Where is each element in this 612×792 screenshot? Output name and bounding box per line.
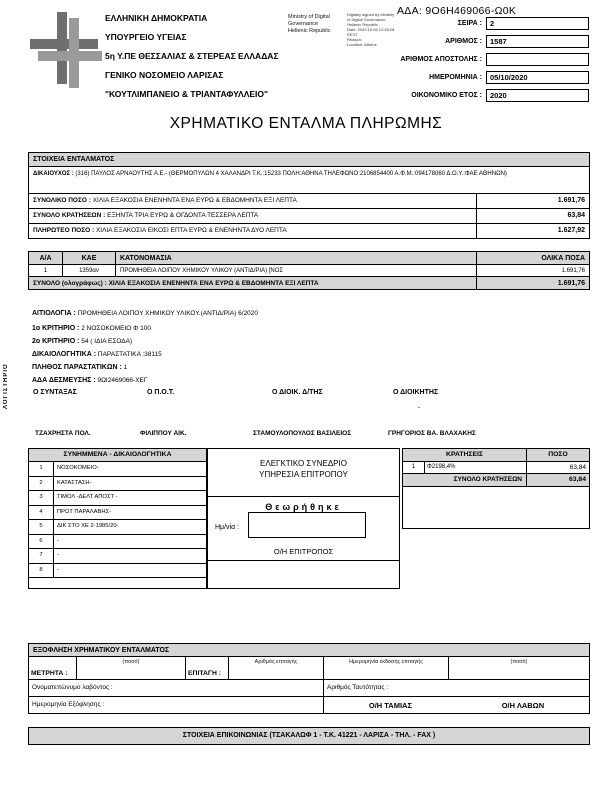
cross-bar bbox=[30, 39, 98, 49]
payment-date-label: Ημερομηνία Εξόφλησης : bbox=[29, 697, 324, 713]
attachment-num: 4 bbox=[29, 506, 54, 520]
amount-value: 1.627,92 bbox=[557, 227, 585, 234]
signature-stamp-line: of Digital Governance, bbox=[347, 17, 387, 22]
approved-label: Θεωρήθηκε bbox=[265, 502, 342, 512]
accounting-dept-vertical-label: ΛΟΓΙΣΤΗΡΙΟ bbox=[3, 363, 9, 409]
amount-in-words: ΣΥΝΟΛΟ ΚΡΑΤΗΣΕΩΝ : ΕΞΗΝΤΑ ΤΡΙΑ ΕΥΡΩ & ΟΓΔΟΝΤΑ ΤΕΣΣΕΡΑ ΛΕΠΤΑ bbox=[29, 209, 477, 223]
deductions-total-row bbox=[403, 474, 589, 487]
attachment-num: 6 bbox=[29, 535, 54, 549]
header-field-seira bbox=[300, 17, 589, 30]
field-value-box bbox=[486, 53, 589, 66]
deductions-total-label: ΣΥΝΟΛΟ ΚΡΑΤΗΣΕΩΝ bbox=[403, 474, 527, 486]
field-value-box bbox=[486, 89, 589, 102]
attachment-text: - bbox=[57, 552, 59, 558]
attachment-text: ΔΙΚ ΣΤΟ ΧΕ 2-1985/20- bbox=[57, 523, 119, 529]
amount-value: 1.691,76 bbox=[557, 197, 585, 204]
field-label: ΑΡΙΘΜΟΣ : bbox=[445, 38, 482, 45]
payment-method-row bbox=[28, 656, 590, 680]
attachment-num: 5 bbox=[29, 520, 54, 534]
deduction-num: 1 bbox=[403, 462, 425, 473]
attachment-text: - bbox=[57, 566, 59, 573]
audit-approval-area bbox=[208, 497, 399, 561]
payment-settlement-section bbox=[28, 643, 590, 714]
payable-amount-row bbox=[28, 223, 590, 239]
attachment-num: 2 bbox=[29, 477, 54, 491]
ministry-stamp-line: Hellenic Republic bbox=[288, 28, 331, 34]
health-cross-logo bbox=[30, 12, 104, 90]
detail-ada-desmefsis: ΑΔΑ ΔΕΣΜΕΥΣΗΣ : 9ΩΙ2469066-ΧΕΓ bbox=[32, 377, 148, 384]
document-title: ΧΡΗΜΑΤΙΚΟ ΕΝΤΑΛΜΑ ΠΛΗΡΩΜΗΣ bbox=[169, 115, 443, 132]
col-header-aa: Α/Α bbox=[29, 252, 63, 264]
kae-total-amount: 1.691,76 bbox=[557, 280, 585, 287]
attachment-row bbox=[29, 564, 206, 579]
amount-in-words: ΠΛΗΡΩΤΕΟ ΠΟΣΟ : ΧΙΛΙΑ ΕΞΑΚΟΣΙΑ ΕΙΚΟΣΙ ΕΠΤΑ ΕΥΡΩ & ΕΝΕΝΗΝΤΑ ΔΥΟ ΛΕΠΤΑ bbox=[29, 224, 477, 238]
amount-value: 63,84 bbox=[567, 212, 585, 219]
signature-stamp-line: Digitally signed by Ministry bbox=[347, 12, 395, 17]
beneficiary-label: ΔΙΚΑΙΟΥΧΟΣ : bbox=[33, 171, 74, 177]
deduction-amount: 63,84 bbox=[569, 464, 586, 471]
attachment-row bbox=[29, 506, 206, 521]
field-value: 2020 bbox=[490, 91, 507, 100]
attachment-text: ΚΑΤΑΣΤΑΣΗ- bbox=[57, 479, 92, 486]
id-number-label: Αριθμός Ταυτότητας : bbox=[327, 684, 389, 691]
deduction-text: Φ2198,4% bbox=[425, 462, 527, 473]
attachment-row bbox=[29, 477, 206, 492]
audit-court-box bbox=[207, 448, 400, 589]
attachment-num: 8 bbox=[29, 564, 54, 578]
payment-section-header: ΕΞΟΦΛΗΣΗ ΧΡΗΜΑΤΙΚΟΥ ΕΝΤΑΛΜΑΤΟΣ bbox=[28, 643, 590, 657]
cashier-label: Ο/Η ΤΑΜΙΑΣ bbox=[368, 700, 412, 710]
issuer-block bbox=[105, 12, 279, 107]
row-desc: ΠΡΟΜΗΘΕΙΑ ΛΟΙΠΟΥ ΧΗΜΙΚΟΥ ΥΛΙΚΟΥ (ΑΝΤΙΔ/ΡΙΑ) [ΝΟΣ bbox=[116, 265, 477, 276]
attachment-row bbox=[29, 491, 206, 506]
header-field-arithmos-apostolis bbox=[300, 53, 589, 66]
cheque-number-cell: Αριθμός επιταγής bbox=[229, 657, 324, 679]
attachment-text: ΠΡΩΤ ΠΑΡΑΛΑΒΗΣ- bbox=[57, 508, 112, 515]
signatory-title: Ο Π.Ο.Τ. bbox=[147, 389, 175, 396]
detail-aitiologia: ΑΙΤΙΟΛΟΓΙΑ : ΠΡΟΜΗΘΕΙΑ ΛΟΙΠΟΥ ΧΗΜΙΚΟΥ ΥΛΙΚΟΥ.(ΑΝΤΙΔ/ΡΙΑ) 6/2020 bbox=[32, 310, 259, 317]
row-amount: 1.691,76 bbox=[561, 268, 585, 274]
ada-code bbox=[397, 5, 516, 17]
total-amount-row bbox=[28, 193, 590, 209]
deduction-row bbox=[403, 462, 589, 474]
field-label: ΟΙΚΟΝΟΜΙΚΟ ΕΤΟΣ : bbox=[411, 92, 482, 99]
cash-amount-cell: (ποσό) bbox=[77, 657, 186, 679]
issuer-line: "ΚΟΥΤΛΙΜΠΑΝΕΙΟ & ΤΡΙΑΝΤΑΦΥΛΛΕΙΟ" bbox=[105, 89, 269, 99]
kae-table bbox=[28, 252, 590, 290]
date-entry-box bbox=[248, 512, 366, 538]
issuer-line: 5η Υ.ΠΕ ΘΕΣΣΑΛΙΑΣ & ΣΤΕΡΕΑΣ ΕΛΛΑΔΑΣ bbox=[105, 51, 279, 61]
recipient-row bbox=[28, 679, 590, 697]
attachments-header: ΣΥΝΗΜΜΕΝΑ - ΔΙΚΑΙΟΛΟΓΗΤΙΚΑ bbox=[29, 449, 206, 462]
amount-in-words: ΣΥΝΟΛΙΚΟ ΠΟΣΟ : ΧΙΛΙΑ ΕΞΑΚΟΣΙΑ ΕΝΕΝΗΝΤΑ ΕΝΑ ΕΥΡΩ & ΕΒΔΟΜΗΝΤΑ ΕΞΙ ΛΕΠΤΑ bbox=[29, 194, 477, 208]
contact-footer-bar: ΣΤΟΙΧΕΙΑ ΕΠΙΚΟΙΝΩΝΙΑΣ (ΤΣΑΚΑΛΩΦ 1 - Τ.Κ. 41221 - ΛΑΡΙΣΑ - ΤΗΛ. - FAX ) bbox=[28, 727, 590, 745]
row-kae: 1359αν bbox=[63, 265, 116, 276]
deductions-table bbox=[402, 448, 590, 529]
attachment-row bbox=[29, 535, 206, 550]
signatory-titles-row bbox=[0, 389, 612, 409]
beneficiary-text: (316) ΠΑΥΛΟΣ ΑΡΝΑΟΥΤΗΣ Α.Ε.- (ΘΕΡΜΟΠΥΛΩΝ 4 ΧΑΛΑΝΔΡΙ Τ.Κ.:15233 ΠΟΛΗ:ΑΘΗΝΑ ΤΗΛΕΦΩΝΟ:2106854400 Α.Φ.Μ.:094178060 Δ.Ο.Υ.:ΦΑΕ ΑΘΗΝΩΝ) bbox=[75, 171, 507, 177]
field-value-box bbox=[486, 17, 589, 30]
date-label: Ημ/νία : bbox=[215, 524, 240, 531]
entalma-table-header: ΣΤΟΙΧΕΙΑ ΕΝΤΑΛΜΑΤΟΣ bbox=[28, 152, 590, 167]
col-header-kratiseis: ΚΡΑΤΗΣΕΙΣ bbox=[403, 449, 527, 461]
cross-bar bbox=[38, 51, 102, 61]
field-label: ΑΡΙΘΜΟΣ ΑΠΟΣΤΟΛΗΣ : bbox=[400, 56, 482, 63]
detail-kritirio-2: 2ο ΚΡΙΤΗΡΙΟ : 54 ( ΙΔΙΑ ΕΣΟΔΑ) bbox=[32, 338, 133, 345]
attachment-row bbox=[29, 549, 206, 564]
deductions-total-amount: 63,84 bbox=[568, 476, 586, 483]
signatory-name: ΦΙΛΙΠΠΟΥ ΑΙΚ. bbox=[140, 430, 187, 437]
commissioner-label: Ο/Η ΕΠΙΤΡΟΠΟΣ bbox=[273, 547, 334, 556]
header-field-oikonomiko-etos bbox=[300, 89, 589, 102]
deductions-total-row bbox=[28, 208, 590, 224]
field-value: 2 bbox=[490, 19, 495, 28]
attachment-num: 7 bbox=[29, 549, 54, 563]
attachment-num: 1 bbox=[29, 462, 54, 476]
attachment-text: ΝΟΣΟΚΟΜΕΙΟ- bbox=[57, 465, 99, 471]
signature-stamp-line: EEST bbox=[347, 32, 358, 37]
col-header-poso: ΠΟΣΟ bbox=[548, 451, 568, 458]
header-field-imerominia bbox=[300, 71, 589, 84]
signatory-title: Ο ΔΙΟΙΚΗΤΗΣ bbox=[393, 389, 439, 396]
col-header-amount: ΟΛΙΚΑ ΠΟΣΑ bbox=[541, 255, 585, 262]
field-value: 05/10/2020 bbox=[490, 73, 528, 82]
deductions-header-row bbox=[403, 449, 589, 462]
ministry-stamp-line: Governance bbox=[288, 21, 318, 27]
audit-court-title bbox=[208, 449, 399, 497]
signature-stamp-line: Location: Athens bbox=[347, 42, 377, 47]
cheque-amount-cell: (ποσό) bbox=[510, 659, 528, 665]
attachment-text: ΤΙΜΟΛ -ΔΕΛΤ ΑΠΟΣΤ - bbox=[57, 494, 118, 500]
detail-plithos-parastatikon: ΠΛΗΘΟΣ ΠΑΡΑΣΤΑΤΙΚΩΝ : 1 bbox=[32, 364, 128, 371]
row-num: 1 bbox=[29, 265, 63, 276]
entalma-table bbox=[28, 152, 590, 239]
kae-total-words: ΣΥΝΟΛΟ (ολογράφως) : ΧΙΛΙΑ ΕΞΑΚΟΣΙΑ ΕΝΕΝΗΝΤΑ ΕΝΑ ΕΥΡΩ & ΕΒΔΟΜΗΝΤΑ ΕΞΙ ΛΕΠΤΑ bbox=[29, 277, 477, 289]
signatory-names-row bbox=[0, 430, 612, 444]
audit-line: ΕΛΕΓΚΤΙΚΟ ΣΥΝΕΔΡΙΟ bbox=[260, 459, 347, 468]
signature-stamp-line: Reason: bbox=[347, 37, 362, 42]
cheque-label: ΕΠΙΤΑΓΗ : bbox=[186, 657, 229, 679]
kae-table-row bbox=[28, 264, 590, 277]
field-value-box bbox=[486, 35, 589, 48]
ministry-stamp-line: Ministry of Digital bbox=[288, 14, 330, 20]
issuer-line: ΥΠΟΥΡΓΕΙΟ ΥΓΕΙΑΣ bbox=[105, 32, 187, 42]
kae-total-row bbox=[28, 276, 590, 290]
signature-stamp-line: Hellenic Republic bbox=[347, 22, 378, 27]
attachment-text: - bbox=[57, 537, 59, 544]
issuer-line: ΕΛΛΗΝΙΚΗ ΔΗΜΟΚΡΑΤΙΑ bbox=[105, 13, 208, 23]
signatory-name: ΓΡΗΓΟΡΙΟΣ ΒΑ. ΒΛΑΧΑΚΗΣ bbox=[388, 430, 476, 437]
field-value: 1587 bbox=[490, 37, 507, 46]
signatory-name: ΤΖΑΧΡΗΣΤΑ ΠΟΛ. bbox=[35, 430, 91, 437]
recipient-name-label: Ονοματεπώνυμο λαβόντος : bbox=[29, 680, 324, 696]
issuer-line: ΓΕΝΙΚΟ ΝΟΣΟΜΕΙΟ ΛΑΡΙΣΑΣ bbox=[105, 70, 224, 80]
cheque-date-cell: Ημερομηνία έκδοσης επιταγής bbox=[324, 657, 449, 679]
attachment-num: 3 bbox=[29, 491, 54, 505]
beneficiary-row bbox=[28, 166, 590, 194]
details-block bbox=[32, 308, 258, 388]
signature-dot: . bbox=[418, 403, 420, 410]
kae-table-header-row bbox=[28, 251, 590, 265]
detail-dikaiologitika: ΔΙΚΑΙΟΛΟΓΗΤΙΚΑ : ΠΑΡΑΣΤΑΤΙΚΑ :38115 bbox=[32, 351, 162, 358]
attachment-row bbox=[29, 462, 206, 477]
col-header-desc: ΚΑΤΟΝΟΜΑΣΙΑ bbox=[116, 252, 477, 264]
receiver-label: Ο/Η ΛΑΒΩΝ bbox=[501, 700, 545, 710]
detail-kritirio-1: 1ο ΚΡΙΤΗΡΙΟ : 2 ΝΟΣΟΚΟΜΕΙΟ Φ 100 bbox=[32, 325, 151, 332]
col-header-kae: ΚΑΕ bbox=[63, 252, 116, 264]
ada-label: ΑΔΑ: bbox=[397, 5, 423, 17]
signature-stamp-line: Date: 2020.10.06 12:45:28 bbox=[347, 27, 395, 32]
cash-label: ΜΕΤΡΗΤΑ : bbox=[29, 657, 77, 679]
field-label: ΣΕΙΡΑ : bbox=[457, 20, 482, 27]
signatory-name: ΣΤΑΜΟΥΛΟΠΟΥΛΟΣ ΒΑΣΙΛΕΙΟΣ bbox=[253, 430, 352, 437]
attachment-row bbox=[29, 520, 206, 535]
field-value-box bbox=[486, 71, 589, 84]
field-label: ΗΜΕΡΟΜΗΝΙΑ : bbox=[429, 74, 482, 81]
payment-date-row bbox=[28, 696, 590, 714]
header-field-arithmos bbox=[300, 35, 589, 48]
signatory-title: Ο ΣΥΝΤΑΞΑΣ bbox=[33, 389, 77, 396]
ada-value: 9Ο6Η469066-Ω0Κ bbox=[425, 5, 517, 17]
signatory-title: Ο ΔΙΟΙΚ. Δ/ΤΗΣ bbox=[272, 389, 323, 396]
attachments-table bbox=[28, 448, 207, 589]
audit-line: ΥΠΗΡΕΣΙΑ ΕΠΙΤΡΟΠΟΥ bbox=[259, 469, 348, 479]
